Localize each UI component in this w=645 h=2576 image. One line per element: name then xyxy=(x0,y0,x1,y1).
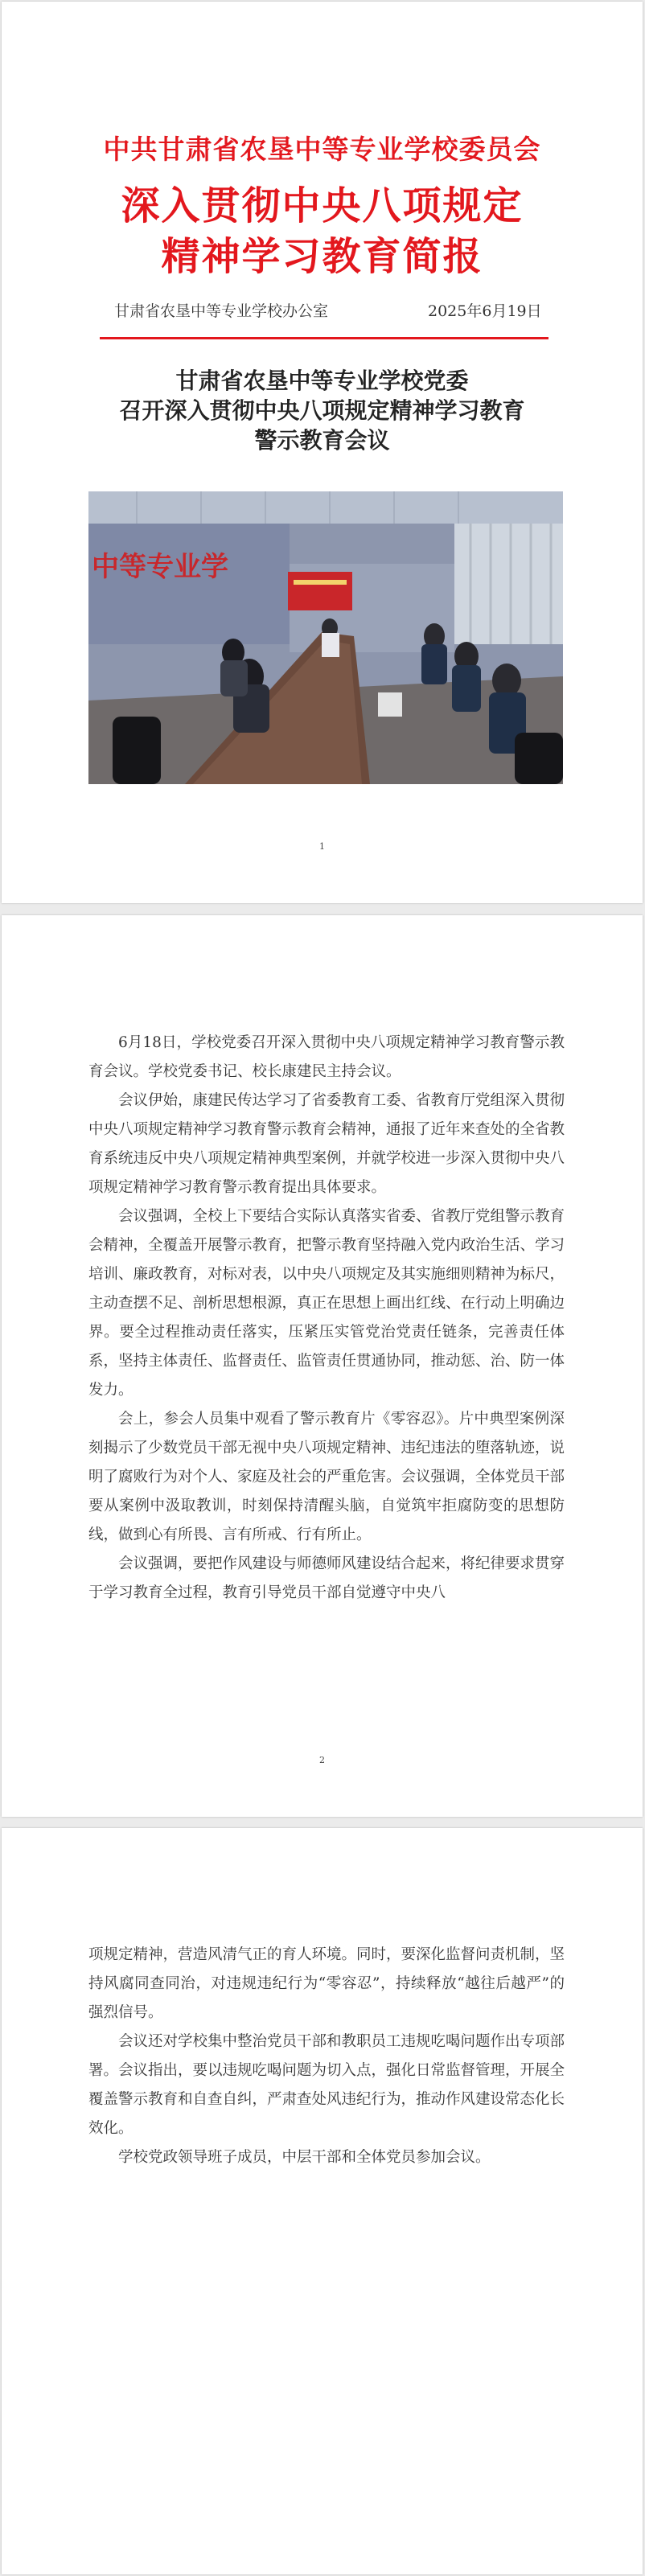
article-title-line-2: 召开深入贯彻中央八项规定精神学习教育 xyxy=(119,397,525,424)
page-3 xyxy=(2,1828,643,2574)
paragraph-5: 会议强调，要把作风建设与师德师风建设结合起来，将纪律要求贯穿于学习教育全过程，教育引导党员干部自觉遵守中央八 xyxy=(88,1555,565,1601)
article-body-continued xyxy=(88,1941,565,2172)
bulletin-title-line-2: 精神学习教育简报 xyxy=(161,234,483,279)
paragraph-2: 会议伊始，康建民传达学习了省委教育工委、省教育厅党组深入贯彻中央八项规定精神学习教育警示教育会精神，通报了近年来查处的全省教育系统违反中央八项规定精神典型案例，并就学校进一步深入贯彻中央八项规定精神学习教育警示教育提出具体要求。 xyxy=(88,1092,565,1196)
page-2 xyxy=(2,915,643,1817)
paragraph-4: 会上，参会人员集中观看了警示教育片《零容忍》。片中典型案例深刻揭示了少数党员干部无视中央八项规定精神、违纪违法的堕落轨迹，说明了腐败行为对个人、家庭及社会的严重危害。会议强调，全体党员干部要从案例中汲取教训，时刻保持清醒头脑，自觉筑牢拒腐防变的思想防线，做到心有所畏、言有所戒、行有所止。 xyxy=(88,1411,565,1543)
paragraph-5-continued: 项规定精神，营造风清气正的育人环境。同时，要深化监督问责机制，坚持风腐同查同治，对违规违纪行为“零容忍”，持续释放“越往后越严”的强烈信号。 xyxy=(88,1946,565,2021)
red-divider xyxy=(100,337,548,339)
page-number: 1 xyxy=(319,841,325,852)
paragraph-7: 学校党政领导班子成员，中层干部和全体党员参加会议。 xyxy=(118,2149,491,2166)
article-body xyxy=(88,1029,565,1608)
issuer: 甘肃省农垦中等专业学校办公室 xyxy=(114,302,329,320)
bulletin-title-line-1: 深入贯彻中央八项规定 xyxy=(121,183,524,228)
wall-banner-text: 中等专业学 xyxy=(92,551,228,583)
org-title: 中共甘肃省农垦中等专业学校委员会 xyxy=(103,134,541,165)
article-title-line-1: 甘肃省农垦中等专业学校党委 xyxy=(175,368,469,394)
paragraph-3: 会议强调，全校上下要结合实际认真落实省委、省教厅党组警示教育会精神，全覆盖开展警示教育，把警示教育坚持融入党内政治生活、学习培训、廉政教育，对标对表，以中央八项规定及其实施细则精神为标尺，主动查摆不足、剖析思想根源，真正在思想上画出红线、在行动上明确边界。要全过程推动责任落实，压紧压实管党治党责任链条，完善责任体系，坚持主体责任、监督责任、监管责任贯通协同，推动惩、治、防一体发力。 xyxy=(88,1208,565,1399)
issue-date: 2025年6月19日 xyxy=(428,302,542,320)
page-number: 2 xyxy=(319,1755,325,1765)
meeting-photo xyxy=(88,491,563,784)
page-1 xyxy=(2,2,643,903)
paragraph-1: 6月18日，学校党委召开深入贯彻中央八项规定精神学习教育警示教育会议。学校党委书记、校长康建民主持会议。 xyxy=(88,1034,565,1080)
paragraph-6: 会议还对学校集中整治党员干部和教职员工违规吃喝问题作出专项部署。会议指出，要以违规吃喝问题为切入点，强化日常监督管理，开展全覆盖警示教育和自查自纠，严肃查处风违纪行为，推动作风建设常态化长效化。 xyxy=(88,2033,565,2137)
article-title-line-3: 警示教育会议 xyxy=(254,427,390,454)
